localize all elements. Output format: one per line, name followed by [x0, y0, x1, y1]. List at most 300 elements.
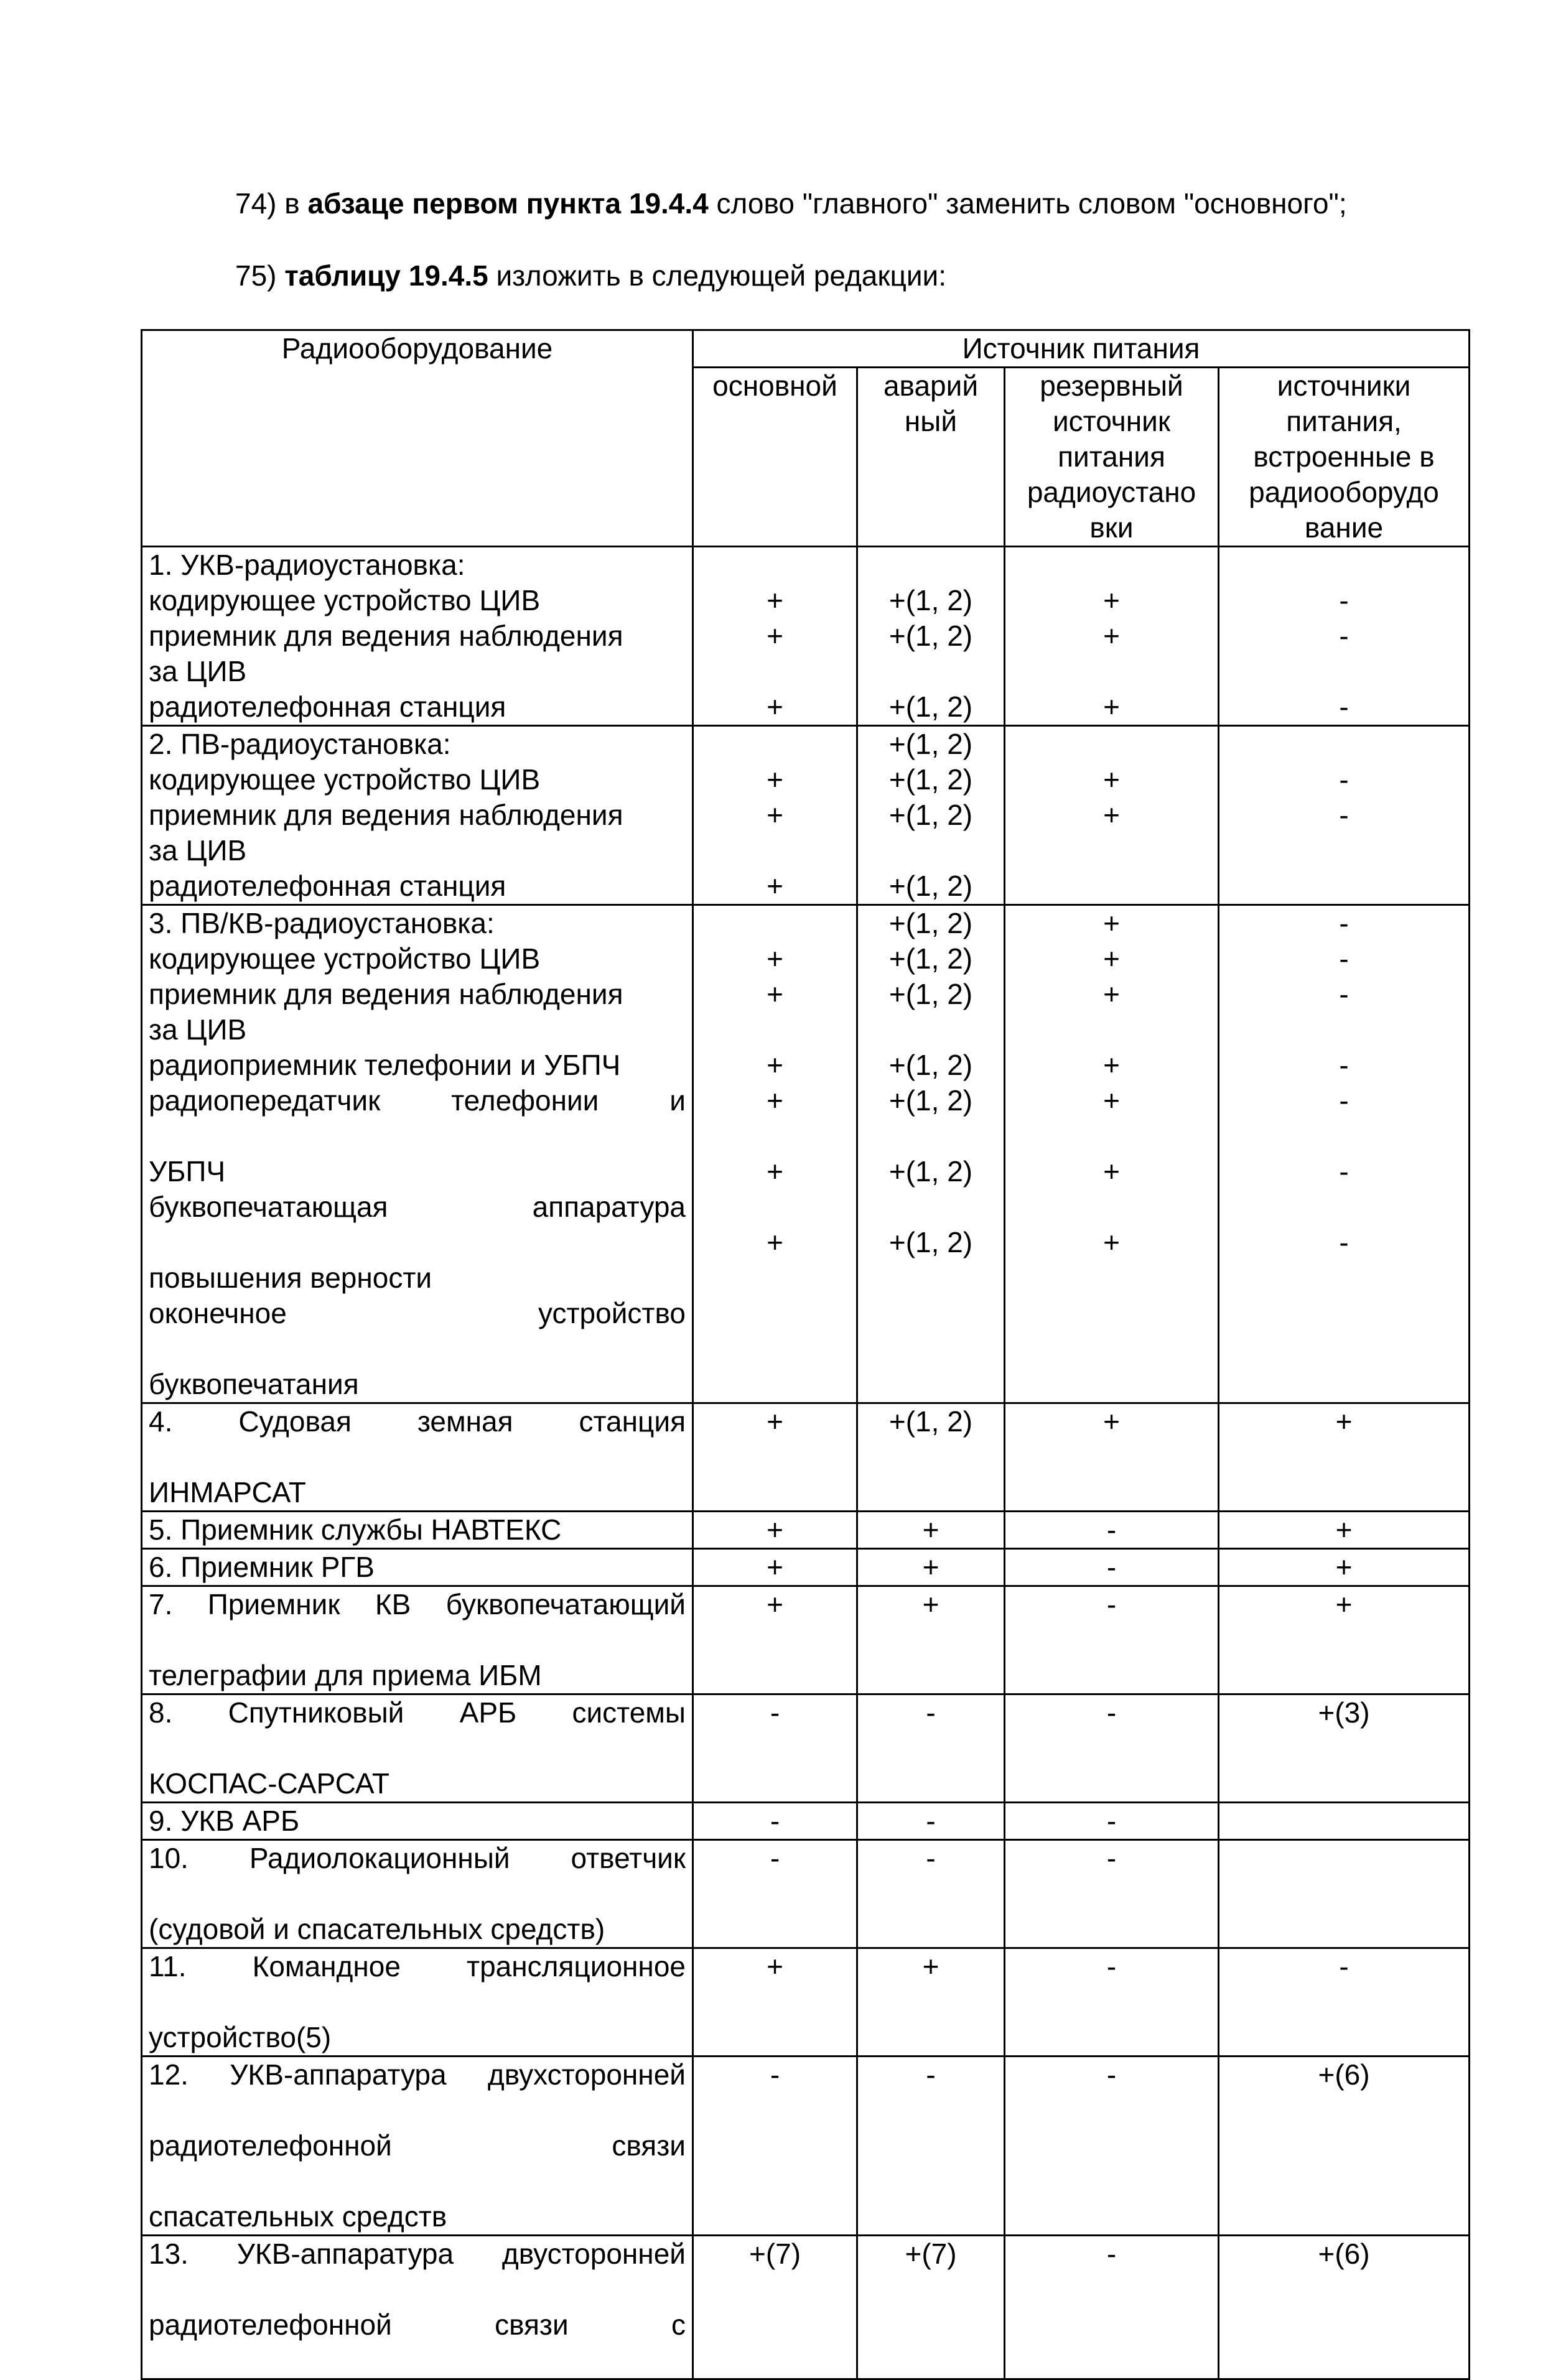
emergency-source-cell	[857, 1549, 1005, 1586]
value-line: +	[767, 1226, 783, 1258]
value-line	[864, 2272, 997, 2307]
equipment-line: (судовой и спасательных средств)	[149, 1913, 605, 1945]
emergency-source-cell	[857, 1403, 1005, 1512]
value-line	[1226, 1622, 1462, 1658]
value-line	[1012, 1118, 1211, 1154]
value-line: +	[767, 1405, 783, 1438]
main-source-cell	[693, 547, 857, 726]
value-line	[1012, 1189, 1211, 1225]
main-source-cell	[693, 1948, 857, 2057]
value-line	[1226, 1876, 1462, 1912]
value-line	[864, 1189, 997, 1225]
value-line	[1226, 833, 1462, 868]
main-source-cell	[693, 1549, 857, 1586]
value-line: +(1, 2)	[888, 942, 973, 975]
value-line: +	[767, 620, 783, 652]
main-source-cell	[693, 2236, 857, 2379]
reserve-source-cell	[1005, 1403, 1219, 1512]
value-line	[864, 833, 997, 868]
builtin-source-cell	[1219, 1803, 1470, 1840]
reserve-source-cell	[1005, 1586, 1219, 1694]
equipment-line: 9. УКВ АРБ	[149, 1805, 300, 1837]
builtin-source-cell	[1219, 1403, 1470, 1512]
value-line	[700, 2128, 850, 2164]
value-line	[700, 2093, 850, 2128]
builtin-source-cell	[1219, 1586, 1470, 1694]
value-line	[864, 2093, 997, 2128]
equipment-line: кодирующее устройство ЦИВ	[149, 763, 541, 796]
bold-text-run: таблицу 19.4.5	[284, 259, 488, 292]
equipment-cell	[142, 2236, 693, 2379]
emergency-source-cell	[857, 2236, 1005, 2379]
value-line	[700, 727, 850, 762]
value-line	[864, 1876, 997, 1912]
value-line	[1012, 1012, 1211, 1048]
equipment-cell	[142, 726, 693, 905]
value-line: +	[1335, 1513, 1353, 1546]
value-line	[864, 1622, 997, 1658]
value-line: +(1, 2)	[888, 907, 973, 939]
equipment-line: оконечное устройство	[149, 1297, 686, 1329]
value-line: -	[1106, 1805, 1117, 1837]
value-line: -	[1339, 1084, 1349, 1117]
value-line	[1226, 1189, 1462, 1225]
value-line	[1012, 547, 1211, 583]
value-line: +	[1335, 1551, 1353, 1583]
amendment-item-75	[142, 258, 1411, 294]
builtin-source-cell	[1219, 1948, 1470, 2057]
value-line: -	[1339, 799, 1349, 831]
value-line	[1226, 1803, 1462, 1839]
value-line: -	[1339, 978, 1349, 1010]
paragraph-74	[142, 185, 1411, 221]
value-line: -	[1106, 1588, 1117, 1620]
header-line: вание	[1304, 511, 1384, 544]
value-line	[700, 1118, 850, 1154]
equipment-cell	[142, 2057, 693, 2236]
equipment-line: за ЦИВ	[149, 834, 247, 867]
value-line	[1226, 547, 1462, 583]
reserve-source-cell	[1005, 1803, 1219, 1840]
header-line: питания	[1058, 440, 1165, 473]
value-line	[1012, 868, 1211, 904]
value-line: -	[1106, 1842, 1117, 1874]
table-body	[142, 547, 1470, 2379]
equipment-line: радиотелефонной связи	[149, 2129, 686, 2162]
value-line: +	[1103, 978, 1120, 1010]
value-line: -	[926, 1842, 936, 1874]
value-line: -	[1339, 1049, 1349, 1081]
equipment-line: за ЦИВ	[149, 1013, 247, 1046]
equipment-line: кодирующее устройство ЦИВ	[149, 942, 541, 975]
header-line: источники	[1277, 370, 1411, 402]
value-line	[1012, 2272, 1211, 2307]
value-line	[864, 1984, 997, 2020]
equipment-line: буквопечатающая аппаратура	[149, 1191, 686, 1223]
emergency-source-cell	[857, 1586, 1005, 1694]
value-line	[1226, 654, 1462, 689]
table-row	[142, 1512, 1470, 1549]
value-line: -	[1339, 620, 1349, 652]
value-line	[1226, 1731, 1462, 1766]
value-line	[864, 1731, 997, 1766]
value-line: -	[926, 1805, 936, 1837]
value-line	[1226, 2272, 1462, 2307]
equipment-line: 13. УКВ-аппаратура двусторонней	[149, 2238, 686, 2270]
equipment-line: УБПЧ	[149, 1155, 226, 1188]
value-line: -	[1339, 1950, 1349, 1983]
emergency-source-cell	[857, 726, 1005, 905]
value-line: -	[1339, 1155, 1349, 1188]
value-line: +	[1335, 1588, 1353, 1620]
value-line: +	[1103, 942, 1120, 975]
value-line: +	[1103, 620, 1120, 652]
header-main: основной	[693, 368, 857, 547]
value-line	[700, 906, 850, 941]
emergency-source-cell	[857, 1803, 1005, 1840]
equipment-cell	[142, 1512, 693, 1549]
value-line	[1012, 727, 1211, 762]
value-line: +(7)	[748, 2238, 801, 2270]
value-line: -	[770, 1805, 780, 1837]
value-line: -	[1339, 584, 1349, 616]
value-line	[1226, 2128, 1462, 2164]
main-source-cell	[693, 1512, 857, 1549]
value-line: +	[1103, 1226, 1120, 1258]
value-line: +	[1335, 1405, 1353, 1438]
header-reserve	[1005, 368, 1219, 547]
equipment-line: буквопечатания	[149, 1368, 359, 1400]
equipment-line: 11. Командное трансляционное	[149, 1950, 686, 1983]
equipment-line: 1. УКВ-радиоустановка:	[149, 549, 465, 581]
emergency-source-cell	[857, 1694, 1005, 1803]
equipment-line: радиотелефонной связи с	[149, 2308, 686, 2341]
equipment-line: 3. ПВ/КВ-радиоустановка:	[149, 907, 495, 939]
power-source-table	[141, 329, 1470, 2380]
equipment-line: радиоприемник телефонии и УБПЧ	[149, 1049, 621, 1081]
equipment-line: 10. Радиолокационный ответчик	[149, 1842, 686, 1874]
value-line: -	[1106, 2238, 1117, 2270]
reserve-source-cell	[1005, 1512, 1219, 1549]
value-line: -	[1339, 690, 1349, 723]
text-run: слово "главного" заменить словом "основного";	[708, 187, 1347, 220]
header-line: резервный	[1040, 370, 1183, 402]
value-line	[700, 1622, 850, 1658]
value-line: -	[1106, 1696, 1117, 1729]
value-line: +	[767, 1513, 783, 1546]
value-line	[864, 654, 997, 689]
table-row	[142, 1586, 1470, 1694]
value-line	[1012, 1731, 1211, 1766]
value-line	[1226, 727, 1462, 762]
builtin-source-cell	[1219, 726, 1470, 905]
value-line: +(1, 2)	[888, 799, 973, 831]
reserve-source-cell	[1005, 726, 1219, 905]
reserve-source-cell	[1005, 1948, 1219, 2057]
header-emergency	[857, 368, 1005, 547]
equipment-cell	[142, 1694, 693, 1803]
emergency-source-cell	[857, 1948, 1005, 2057]
emergency-source-cell	[857, 905, 1005, 1403]
value-line: +	[767, 1049, 783, 1081]
value-line: -	[770, 2058, 780, 2091]
equipment-line: приемник для ведения наблюдения	[149, 978, 623, 1010]
value-line	[1226, 1260, 1462, 1296]
main-source-cell	[693, 2057, 857, 2236]
value-line	[700, 654, 850, 689]
table-header	[142, 330, 1470, 547]
value-line	[700, 1984, 850, 2020]
value-line	[1012, 1984, 1211, 2020]
value-line: +	[767, 1950, 783, 1983]
value-line: +(3)	[1318, 1696, 1370, 1729]
builtin-source-cell	[1219, 905, 1470, 1403]
reserve-source-cell	[1005, 2236, 1219, 2379]
header-line: вки	[1089, 511, 1134, 544]
equipment-cell	[142, 905, 693, 1403]
main-source-cell	[693, 1694, 857, 1803]
value-line: +	[767, 799, 783, 831]
reserve-source-cell	[1005, 1549, 1219, 1586]
value-line	[700, 1876, 850, 1912]
equipment-line: радиотелефонная станция	[149, 690, 506, 723]
main-source-cell	[693, 1403, 857, 1512]
value-line: -	[1339, 907, 1349, 939]
value-line: +	[767, 942, 783, 975]
value-line: +	[922, 1588, 939, 1620]
equipment-cell	[142, 1586, 693, 1694]
equipment-line: радиопередатчик телефонии и	[149, 1084, 686, 1117]
text-run: 75)	[235, 259, 285, 292]
header-line: радиооборудо	[1249, 476, 1439, 508]
equipment-line: 5. Приемник службы НАВТЕКС	[149, 1513, 562, 1546]
value-line	[1226, 1984, 1462, 2020]
value-line: +	[1103, 1084, 1120, 1117]
table-row	[142, 1803, 1470, 1840]
value-line: +(1, 2)	[888, 584, 973, 616]
value-line	[700, 1260, 850, 1296]
builtin-source-cell	[1219, 2236, 1470, 2379]
table-row	[142, 1694, 1470, 1803]
value-line	[1226, 1841, 1462, 1876]
table-row	[142, 1549, 1470, 1586]
value-line	[1226, 2093, 1462, 2128]
value-line: +	[767, 1551, 783, 1583]
builtin-source-cell	[1219, 547, 1470, 726]
equipment-line: 4. Судовая земная станция	[149, 1405, 686, 1438]
value-line: -	[1106, 1513, 1117, 1546]
value-line	[700, 1439, 850, 1475]
equipment-line: за ЦИВ	[149, 655, 247, 687]
value-line	[1012, 1439, 1211, 1475]
table-row	[142, 2057, 1470, 2236]
reserve-source-cell	[1005, 1840, 1219, 1948]
header-power-source: Источник питания	[693, 330, 1470, 368]
value-line: +(1, 2)	[888, 1226, 973, 1258]
builtin-source-cell	[1219, 1840, 1470, 1948]
value-line	[864, 1260, 997, 1296]
value-line: -	[1106, 1551, 1117, 1583]
value-line	[864, 547, 997, 583]
table-row	[142, 726, 1470, 905]
equipment-line: приемник для ведения наблюдения	[149, 799, 623, 831]
equipment-line: радиотелефонная станция	[149, 870, 506, 902]
equipment-cell	[142, 1840, 693, 1948]
value-line: -	[770, 1842, 780, 1874]
equipment-line: 8. Спутниковый АРБ системы	[149, 1696, 686, 1729]
value-line: +	[767, 870, 783, 902]
value-line: +(1, 2)	[888, 1049, 973, 1081]
header-equipment: Радиооборудование	[142, 330, 693, 547]
equipment-line: спасательных средств	[149, 2200, 447, 2233]
builtin-source-cell	[1219, 1694, 1470, 1803]
main-source-cell	[693, 905, 857, 1403]
emergency-source-cell	[857, 2057, 1005, 2236]
equipment-line: телеграфии для приема ИБМ	[149, 1659, 542, 1691]
equipment-line: 2. ПВ-радиоустановка:	[149, 728, 451, 760]
value-line: +(6)	[1318, 2058, 1370, 2091]
text-run: изложить в следующей редакции:	[488, 259, 947, 292]
value-line: -	[1106, 1950, 1117, 1983]
header-line: встроенные в	[1253, 440, 1435, 473]
value-line	[700, 833, 850, 868]
value-line	[864, 1118, 997, 1154]
value-line: +	[767, 763, 783, 796]
paragraph-75	[142, 258, 1411, 294]
equipment-cell	[142, 547, 693, 726]
value-line: +(1, 2)	[888, 728, 973, 760]
value-line: -	[926, 1696, 936, 1729]
reserve-source-cell	[1005, 1694, 1219, 1803]
equipment-cell	[142, 1948, 693, 2057]
value-line	[700, 1731, 850, 1766]
header-line: аварий	[883, 370, 979, 402]
table-row	[142, 1948, 1470, 2057]
value-line	[700, 547, 850, 583]
header-row-1	[142, 330, 1470, 368]
builtin-source-cell	[1219, 1549, 1470, 1586]
main-source-cell	[693, 1840, 857, 1948]
value-line: +	[767, 978, 783, 1010]
emergency-source-cell	[857, 1840, 1005, 1948]
reserve-source-cell	[1005, 547, 1219, 726]
builtin-source-cell	[1219, 2057, 1470, 2236]
value-line	[1012, 654, 1211, 689]
amendment-item-74	[142, 185, 1411, 221]
value-line: -	[1339, 763, 1349, 796]
equipment-line: устройство(5)	[149, 2021, 332, 2053]
value-line: -	[1339, 942, 1349, 975]
emergency-source-cell	[857, 547, 1005, 726]
value-line: +(6)	[1318, 2238, 1370, 2270]
value-line	[1012, 1622, 1211, 1658]
table-row	[142, 547, 1470, 726]
value-line: +	[1103, 584, 1120, 616]
table-row	[142, 905, 1470, 1403]
value-line: -	[1339, 1226, 1349, 1258]
equipment-line: приемник для ведения наблюдения	[149, 620, 623, 652]
value-line: -	[926, 2058, 936, 2091]
value-line: +(1, 2)	[888, 690, 973, 723]
value-line: +	[767, 584, 783, 616]
value-line: +(1, 2)	[888, 620, 973, 652]
value-line: +(1, 2)	[888, 1084, 973, 1117]
header-builtin	[1219, 368, 1470, 547]
value-line: +(1, 2)	[888, 978, 973, 1010]
header-line: источник	[1052, 405, 1170, 437]
table-row	[142, 1840, 1470, 1948]
value-line	[1012, 1876, 1211, 1912]
value-line	[1012, 2093, 1211, 2128]
value-line	[1012, 833, 1211, 868]
equipment-line: кодирующее устройство ЦИВ	[149, 584, 541, 616]
value-line: +	[767, 1155, 783, 1188]
main-source-cell	[693, 726, 857, 905]
main-source-cell	[693, 1586, 857, 1694]
value-line: +	[1103, 799, 1120, 831]
main-source-cell	[693, 1803, 857, 1840]
value-line: -	[1106, 2058, 1117, 2091]
value-line: +	[1103, 907, 1120, 939]
value-line	[864, 1439, 997, 1475]
value-line: +(1, 2)	[888, 1155, 973, 1188]
value-line: +	[922, 1950, 939, 1983]
emergency-source-cell	[857, 1512, 1005, 1549]
equipment-line: КОСПАС-САРСАТ	[149, 1767, 390, 1800]
value-line	[1012, 2128, 1211, 2164]
value-line: +(1, 2)	[888, 1405, 973, 1438]
header-line: радиоустано	[1027, 476, 1196, 508]
equipment-line: 7. Приемник КВ буквопечатающий	[149, 1588, 686, 1620]
equipment-line: ИНМАРСАТ	[149, 1476, 306, 1508]
equipment-cell	[142, 1549, 693, 1586]
value-line: +(1, 2)	[888, 763, 973, 796]
value-line	[1012, 1260, 1211, 1296]
bold-text-run: абзаце первом пункта 19.4.4	[307, 187, 709, 220]
header-line: питания,	[1286, 405, 1402, 437]
equipment-line: 6. Приемник РГВ	[149, 1551, 375, 1583]
value-line	[864, 1012, 997, 1048]
value-line	[1226, 1012, 1462, 1048]
equipment-line: повышения верности	[149, 1262, 432, 1294]
value-line	[1226, 1118, 1462, 1154]
equipment-line: 12. УКВ-аппаратура двухсторонней	[149, 2058, 686, 2091]
value-line	[864, 2128, 997, 2164]
equipment-cell	[142, 1803, 693, 1840]
value-line: -	[770, 1696, 780, 1729]
value-line: +	[1103, 1049, 1120, 1081]
value-line	[700, 1189, 850, 1225]
reserve-source-cell	[1005, 2057, 1219, 2236]
equipment-cell	[142, 1403, 693, 1512]
value-line: +	[1103, 1155, 1120, 1188]
value-line: +	[922, 1551, 939, 1583]
value-line	[700, 1012, 850, 1048]
value-line	[1226, 868, 1462, 904]
value-line: +	[1103, 690, 1120, 723]
table-row	[142, 1403, 1470, 1512]
value-line: +(7)	[905, 2238, 957, 2270]
value-line: +	[767, 1588, 783, 1620]
text-run: 74) в	[235, 187, 308, 220]
value-line: +	[1103, 763, 1120, 796]
value-line: +(1, 2)	[888, 870, 973, 902]
value-line: +	[1103, 1405, 1120, 1438]
header-line: ный	[904, 405, 958, 437]
builtin-source-cell	[1219, 1512, 1470, 1549]
value-line: +	[922, 1513, 939, 1546]
value-line	[700, 2272, 850, 2307]
